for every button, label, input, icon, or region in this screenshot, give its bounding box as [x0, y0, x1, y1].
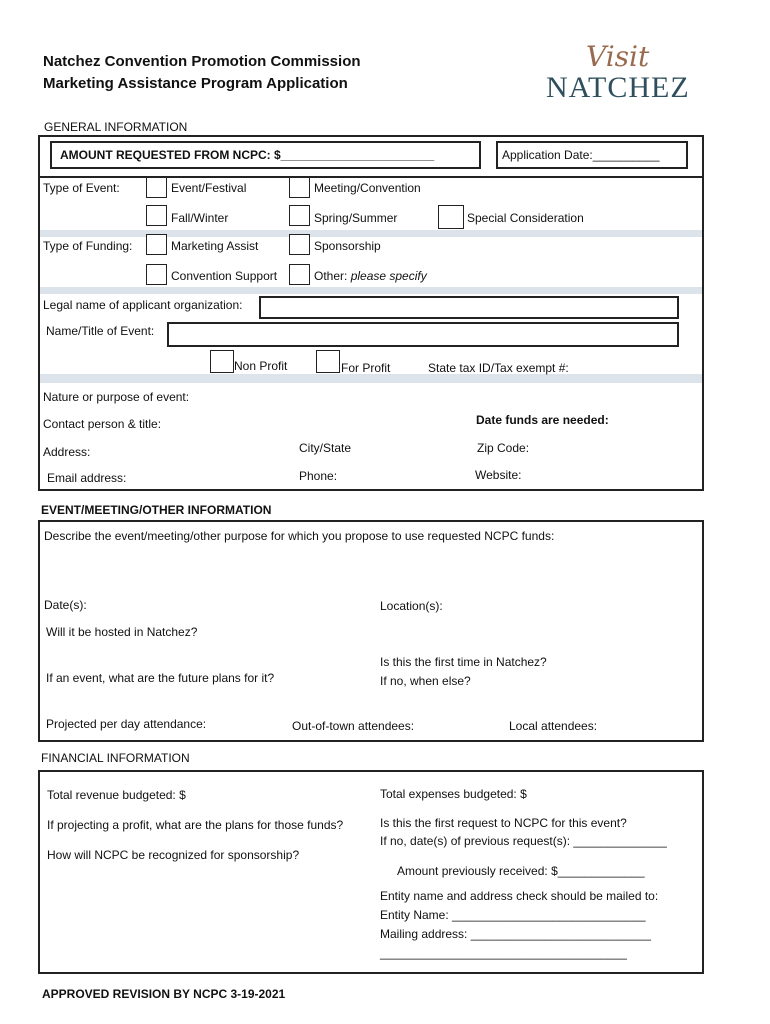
expenses-label: Total expenses budgeted: $ [380, 787, 527, 801]
type-of-event-label: Type of Event: [43, 181, 120, 195]
previous-requests-label: If no, date(s) of previous request(s): ______________ [380, 834, 667, 848]
type-of-funding-label: Type of Funding: [43, 239, 133, 253]
visit-natchez-logo [540, 40, 705, 110]
fall-winter-label: Fall/Winter [171, 211, 229, 225]
revision-note: APPROVED REVISION BY NCPC 3-19-2021 [42, 987, 286, 1001]
other-prefix: Other: [314, 269, 351, 283]
entity-mail-label: Entity name and address check should be mailed to: [380, 889, 659, 903]
address-label: Address: [43, 445, 91, 459]
event-festival-label: Event/Festival [171, 181, 247, 195]
email-label: Email address: [47, 471, 127, 485]
other-specify-hint: please specify [350, 269, 427, 283]
revenue-label: Total revenue budgeted: $ [47, 788, 186, 802]
spring-summer-label: Spring/Summer [314, 211, 398, 225]
amount-requested-label: AMOUNT REQUESTED FROM NCPC: $_______________________ [60, 148, 435, 162]
financial-section-label: FINANCIAL INFORMATION [41, 751, 190, 765]
logo-word-text: NATCHEZ [546, 71, 690, 104]
when-else-label: If no, when else? [380, 674, 471, 688]
legal-name-label: Legal name of applicant organization: [43, 298, 243, 312]
mailing-address-line2: _____________________________________ [380, 946, 627, 960]
first-request-label: Is this the first request to NCPC for this event? [380, 816, 627, 830]
event-section-label: EVENT/MEETING/OTHER INFORMATION [41, 503, 272, 517]
city-state-label: City/State [299, 441, 352, 455]
meeting-convention-label: Meeting/Convention [314, 181, 421, 195]
describe-label: Describe the event/meeting/other purpose for which you propose to use requested NCPC funds: [44, 529, 555, 543]
logo-script-text: Visit [586, 40, 650, 73]
non-profit-label: Non Profit [234, 359, 288, 373]
entity-name-label: Entity Name: _____________________________ [380, 908, 646, 922]
form-title-line2: Marketing Assistance Program Application [43, 75, 348, 92]
contact-label: Contact person & title: [43, 417, 162, 431]
future-plans-label: If an event, what are the future plans for it? [46, 671, 275, 685]
per-day-label: Projected per day attendance: [46, 717, 207, 731]
mailing-address-label: Mailing address: ___________________________ [380, 927, 651, 941]
general-section-label: GENERAL INFORMATION [44, 120, 188, 134]
marketing-assist-label: Marketing Assist [171, 239, 259, 253]
application-date-label: Application Date:__________ [502, 148, 660, 162]
dates-label: Date(s): [44, 598, 87, 612]
website-label: Website: [475, 468, 522, 482]
convention-support-label: Convention Support [171, 269, 278, 283]
sponsorship-label: Sponsorship [314, 239, 381, 253]
locations-label: Location(s): [380, 599, 443, 613]
general-info-frame [38, 135, 704, 491]
event-name-label: Name/Title of Event: [46, 324, 155, 338]
special-consideration-label: Special Consideration [467, 211, 584, 225]
recognized-label: How will NCPC be recognized for sponsorship? [47, 848, 300, 862]
first-time-label: Is this the first time in Natchez? [380, 655, 547, 669]
hosted-label: Will it be hosted in Natchez? [46, 625, 198, 639]
form-title-line1: Natchez Convention Promotion Commission [43, 53, 361, 70]
nature-label: Nature or purpose of event: [43, 390, 190, 404]
amount-previous-label: Amount previously received: $_____________ [397, 864, 645, 878]
out-of-town-label: Out-of-town attendees: [292, 719, 415, 733]
phone-label: Phone: [299, 469, 338, 483]
zip-label: Zip Code: [477, 441, 530, 455]
tax-id-label: State tax ID/Tax exempt #: [428, 361, 569, 375]
for-profit-label: For Profit [341, 361, 391, 375]
profit-plans-label: If projecting a profit, what are the plans for those funds? [47, 818, 344, 832]
date-funds-label: Date funds are needed: [476, 413, 609, 427]
local-label: Local attendees: [509, 719, 598, 733]
